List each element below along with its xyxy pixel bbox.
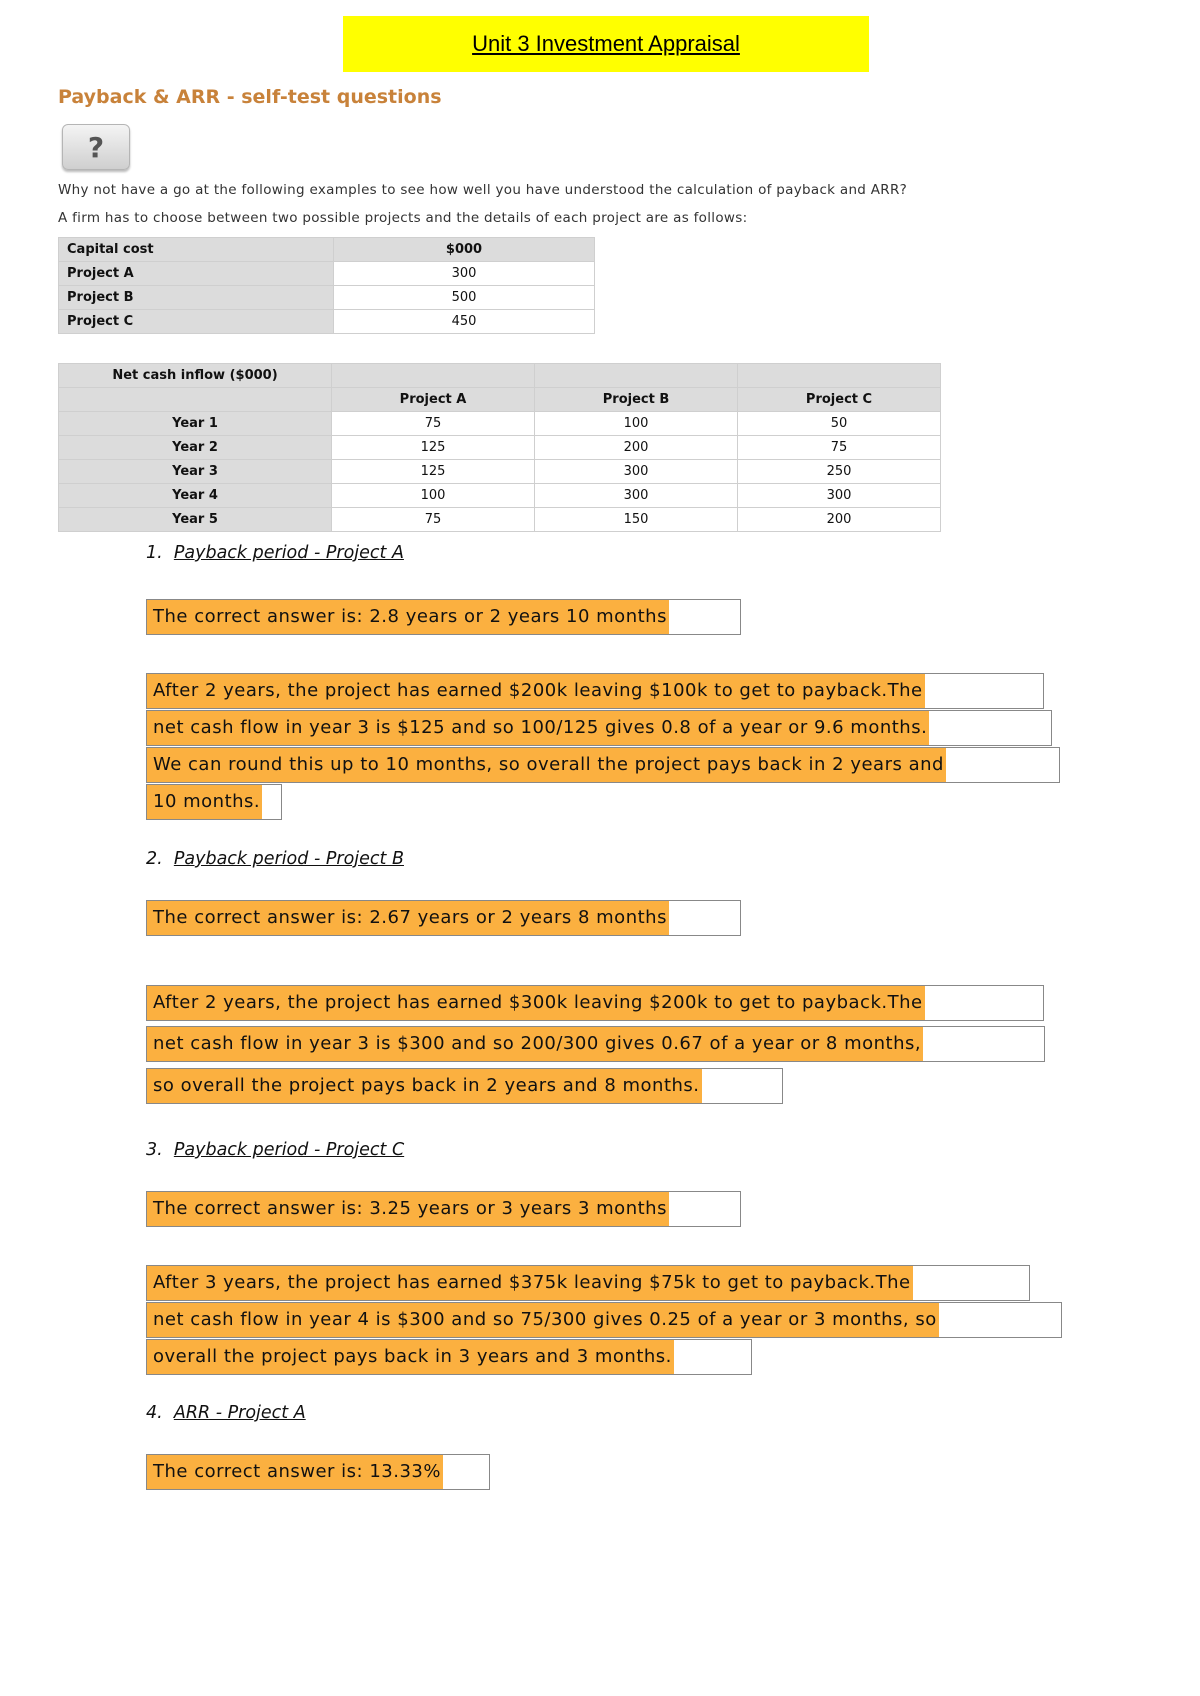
table-row <box>59 262 595 286</box>
table-cell: Year 1 <box>59 412 332 436</box>
question-2-heading <box>146 849 404 869</box>
answer-text: The correct answer is: 3.25 years or 3 years 3 months <box>147 1192 669 1226</box>
table-cell: Year 5 <box>59 508 332 532</box>
answer-text: The correct answer is: 13.33% <box>147 1455 443 1489</box>
answer-text: The correct answer is: 2.8 years or 2 years 10 months <box>147 600 669 634</box>
explanation-line <box>146 710 1052 746</box>
table-cell: 500 <box>334 286 595 310</box>
capital-cost-table <box>58 237 595 334</box>
table-cell <box>535 364 738 388</box>
explanation-text: We can round this up to 10 months, so overall the project pays back in 2 years and <box>147 748 946 782</box>
question-title: Payback period - Project A <box>173 543 404 563</box>
table-row <box>59 484 941 508</box>
document-title-banner <box>343 16 869 72</box>
table-row <box>59 286 595 310</box>
table-cell: 250 <box>738 460 941 484</box>
table-cell: Year 2 <box>59 436 332 460</box>
table-cell: 300 <box>334 262 595 286</box>
explanation-line <box>146 784 282 820</box>
table-cell <box>738 364 941 388</box>
table-cell: 200 <box>535 436 738 460</box>
question-number: 4. <box>146 1403 163 1423</box>
question-title: ARR - Project A <box>173 1403 306 1423</box>
question-title: Payback period - Project B <box>173 849 404 869</box>
document-title: Unit 3 Investment Appraisal <box>472 31 740 56</box>
table-cell: Project B <box>59 286 334 310</box>
table-cell: Project B <box>535 388 738 412</box>
explanation-text: net cash flow in year 4 is $300 and so 75/300 gives 0.25 of a year or 3 months, so <box>147 1303 939 1337</box>
explanation-line <box>146 1302 1062 1338</box>
net-cash-inflow-table <box>58 363 941 532</box>
table-cell: Project A <box>59 262 334 286</box>
question-title: Payback period - Project C <box>173 1140 405 1160</box>
table-cell: 75 <box>738 436 941 460</box>
table-cell: Project C <box>738 388 941 412</box>
table-cell: 300 <box>535 460 738 484</box>
answer-box <box>146 599 741 635</box>
table-cell: 125 <box>332 460 535 484</box>
explanation-text: 10 months. <box>147 785 262 819</box>
explanation-line <box>146 673 1044 709</box>
table-cell: 200 <box>738 508 941 532</box>
table-cell: Year 4 <box>59 484 332 508</box>
answer-box <box>146 1191 741 1227</box>
answer-box <box>146 1454 490 1490</box>
table-cell: 100 <box>332 484 535 508</box>
table-row <box>59 238 595 262</box>
explanation-text: After 2 years, the project has earned $200k leaving $100k to get to payback.The <box>147 674 925 708</box>
answer-text: The correct answer is: 2.67 years or 2 years 8 months <box>147 901 669 935</box>
answer-box <box>146 900 741 936</box>
explanation-text: net cash flow in year 3 is $125 and so 100/125 gives 0.8 of a year or 9.6 months. <box>147 711 929 745</box>
table-cell: 100 <box>535 412 738 436</box>
table-cell: 125 <box>332 436 535 460</box>
table-cell: 50 <box>738 412 941 436</box>
explanation-line <box>146 1265 1030 1301</box>
table-row <box>59 436 941 460</box>
explanation-text: overall the project pays back in 3 years and 3 months. <box>147 1340 674 1374</box>
table-cell <box>59 388 332 412</box>
table-cell: Year 3 <box>59 460 332 484</box>
table-cell: $000 <box>334 238 595 262</box>
table-row <box>59 388 941 412</box>
help-question-icon[interactable]: ? <box>62 124 130 170</box>
table-cell: Project C <box>59 310 334 334</box>
question-3-heading <box>146 1140 404 1160</box>
table-cell: 150 <box>535 508 738 532</box>
table-cell <box>332 364 535 388</box>
explanation-text: After 3 years, the project has earned $375k leaving $75k to get to payback.The <box>147 1266 913 1300</box>
table-row <box>59 460 941 484</box>
table-row <box>59 412 941 436</box>
table-row <box>59 310 595 334</box>
intro-line-1: Why not have a go at the following examples to see how well you have understood the calculation of payback and ARR? <box>58 182 908 198</box>
table-row <box>59 508 941 532</box>
explanation-line <box>146 1339 752 1375</box>
explanation-line <box>146 747 1060 783</box>
section-subtitle: Payback & ARR - self-test questions <box>58 86 442 108</box>
question-number: 2. <box>146 849 163 869</box>
question-1-heading <box>146 543 404 563</box>
table-cell: 75 <box>332 508 535 532</box>
table-row <box>59 364 941 388</box>
table-cell: 300 <box>738 484 941 508</box>
explanation-text: After 2 years, the project has earned $300k leaving $200k to get to payback.The <box>147 986 925 1020</box>
table-cell: 300 <box>535 484 738 508</box>
explanation-line <box>146 1026 1045 1062</box>
question-number: 1. <box>146 543 163 563</box>
intro-line-2: A firm has to choose between two possible projects and the details of each project are as follows: <box>58 210 748 226</box>
table-cell: 450 <box>334 310 595 334</box>
table-cell: 75 <box>332 412 535 436</box>
question-number: 3. <box>146 1140 163 1160</box>
explanation-line <box>146 985 1044 1021</box>
table-cell: Net cash inflow ($000) <box>59 364 332 388</box>
explanation-line <box>146 1068 783 1104</box>
table-cell: Project A <box>332 388 535 412</box>
table-cell: Capital cost <box>59 238 334 262</box>
explanation-text: so overall the project pays back in 2 years and 8 months. <box>147 1069 702 1103</box>
question-4-heading <box>146 1403 306 1423</box>
explanation-text: net cash flow in year 3 is $300 and so 200/300 gives 0.67 of a year or 8 months, <box>147 1027 923 1061</box>
